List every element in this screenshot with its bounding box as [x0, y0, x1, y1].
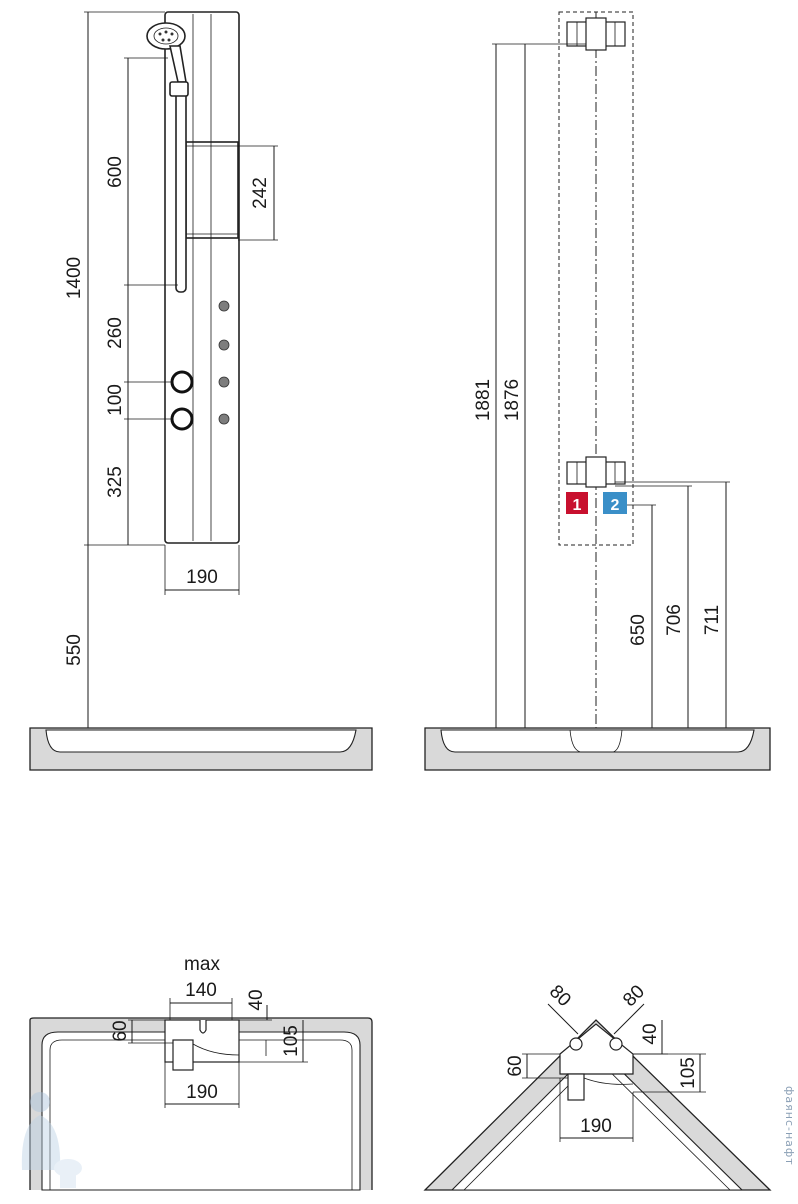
dim-650: 650: [628, 614, 649, 646]
dim-60-wall: 60: [110, 1020, 131, 1042]
body-jet-3: [219, 377, 229, 387]
top-connector-icon: [567, 18, 625, 50]
dim-80-left: 80: [544, 981, 575, 1012]
dim-706: 706: [664, 604, 685, 636]
body-jet-2: [219, 340, 229, 350]
dim-600: 600: [105, 156, 126, 188]
inlet-label-2: 2: [610, 497, 620, 514]
shower-tray-front: [30, 728, 372, 770]
dim-190-front: 190: [186, 567, 218, 588]
body-jet-1: [219, 301, 229, 311]
dim-1881: 1881: [473, 378, 494, 422]
front-view: [30, 12, 372, 770]
plan-wall-view: [30, 954, 372, 1190]
dim-100: 100: [105, 384, 126, 416]
watermark-text: фаянс-нафт: [783, 1086, 796, 1166]
shower-tray-side: [425, 728, 770, 770]
mixer-knob: [172, 372, 192, 392]
max-label: max: [184, 954, 220, 975]
dim-1400: 1400: [64, 256, 85, 300]
dim-80-right: 80: [619, 981, 650, 1012]
dim-105-corner: 105: [678, 1057, 699, 1089]
dim-260: 260: [105, 317, 126, 349]
dim-242: 242: [250, 177, 271, 209]
corner-panel-plan: [560, 1024, 633, 1074]
dim-190-wall: 190: [186, 1082, 218, 1103]
dim-40-wall: 40: [246, 989, 267, 1011]
dim-190-corner: 190: [580, 1116, 612, 1137]
dim-40-corner: 40: [640, 1023, 661, 1045]
dim-1876: 1876: [502, 378, 523, 422]
diverter-knob: [172, 409, 192, 429]
dim-325: 325: [105, 466, 126, 498]
body-jet-4: [219, 414, 229, 424]
dim-140: 140: [185, 980, 217, 1001]
plan-corner-view: [425, 981, 770, 1190]
inlet-label-1: 1: [572, 497, 582, 514]
dim-105-wall: 105: [281, 1025, 302, 1057]
slide-rail: [176, 88, 186, 292]
dim-550: 550: [64, 634, 85, 666]
dim-711: 711: [702, 604, 723, 636]
inlet-connector-icon: [567, 457, 625, 487]
side-view: [425, 12, 770, 770]
dim-60-corner: 60: [505, 1055, 526, 1077]
